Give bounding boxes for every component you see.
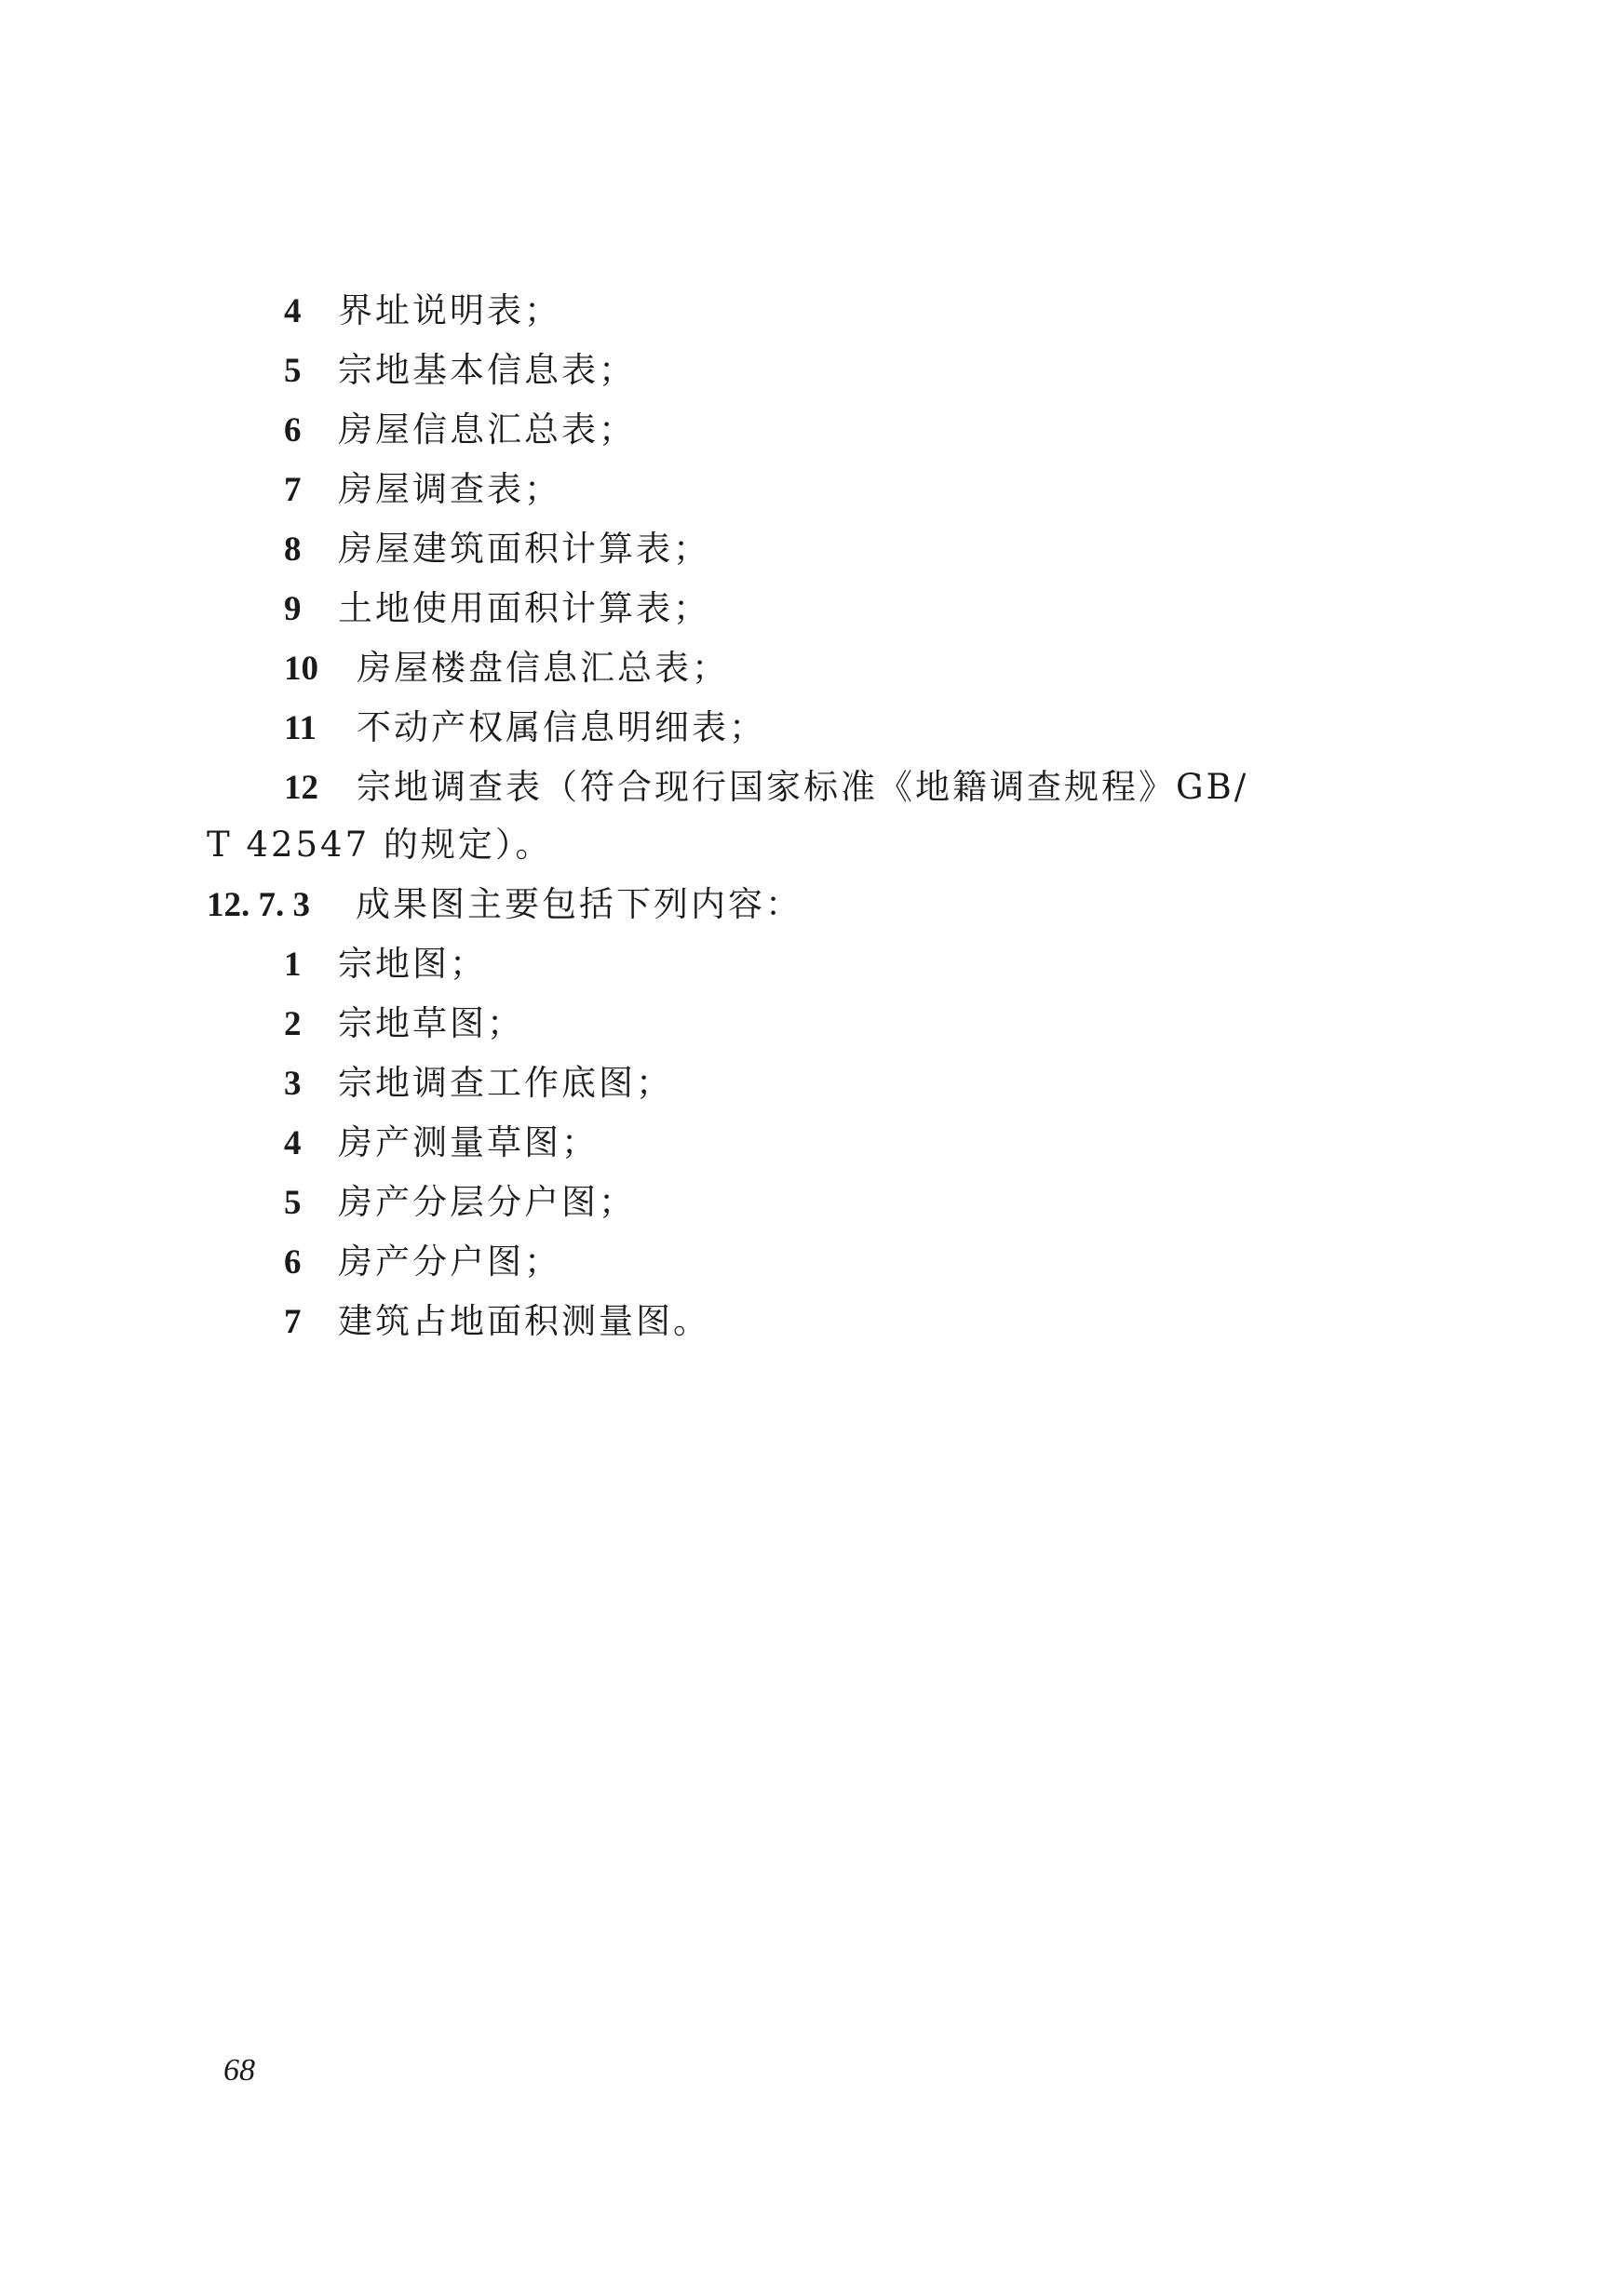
- item-number: 10: [284, 650, 318, 688]
- item-number: 6: [284, 1243, 302, 1282]
- item-text: 宗地调查工作底图；: [338, 1063, 673, 1103]
- item-text: 宗地基本信息表；: [338, 350, 636, 390]
- list-item: [284, 1299, 710, 1345]
- list-item: [284, 1001, 524, 1047]
- list-item: [284, 527, 710, 572]
- item-number: 8: [284, 530, 302, 569]
- item-text: 宗地调查表（符合现行国家标准《地籍调查规程》GB/: [357, 767, 1249, 807]
- item-number: 9: [284, 590, 302, 628]
- item-number: 6: [284, 411, 302, 450]
- item-text: 建筑占地面积测量图。: [338, 1301, 710, 1341]
- item-text: 宗地草图；: [338, 1003, 524, 1043]
- page-number: 68: [223, 2053, 255, 2088]
- item-text: 房屋信息汇总表；: [338, 410, 636, 450]
- clause-heading: [207, 882, 802, 928]
- item-text: 房产测量草图；: [338, 1122, 599, 1162]
- item-text: 房屋建筑面积计算表；: [338, 529, 710, 569]
- item-number: 3: [284, 1065, 302, 1103]
- item-number: 2: [284, 1005, 302, 1043]
- item-number: 4: [284, 292, 302, 330]
- clause-text: 成果图主要包括下列内容：: [356, 884, 802, 924]
- list-item: [284, 289, 561, 334]
- list-item: [284, 705, 766, 751]
- item-number: 12: [284, 769, 318, 807]
- item-number: 4: [284, 1124, 302, 1162]
- item-text: 房产分户图；: [338, 1242, 561, 1282]
- item-continuation-text: T 42547 的规定）。: [207, 825, 553, 865]
- list-item: [284, 586, 710, 632]
- item-number: 5: [284, 1184, 302, 1222]
- list-item: [284, 467, 561, 513]
- item-number: 7: [284, 471, 302, 509]
- clause-number: 12. 7. 3: [207, 886, 310, 924]
- item-text: 土地使用面积计算表；: [338, 588, 710, 628]
- item-number: 1: [284, 946, 302, 984]
- list-item: [284, 1180, 636, 1226]
- list-item: [284, 1240, 561, 1285]
- list-item: [284, 348, 636, 394]
- list-item: [284, 1121, 599, 1166]
- item-number: 5: [284, 352, 302, 390]
- item-text: 宗地图；: [338, 944, 487, 984]
- item-text: 房屋楼盘信息汇总表；: [357, 648, 729, 688]
- item-number: 7: [284, 1303, 302, 1341]
- item-continuation: [207, 823, 552, 867]
- list-item: [284, 942, 487, 987]
- item-text: 房产分层分户图；: [338, 1182, 636, 1222]
- list-item: [284, 1061, 673, 1107]
- item-number: 11: [284, 709, 317, 747]
- item-text: 不动产权属信息明细表；: [357, 707, 766, 747]
- item-text: 界址说明表；: [338, 290, 561, 330]
- list-item: [284, 765, 1248, 811]
- list-item: [284, 646, 729, 691]
- item-text: 房屋调查表；: [338, 469, 561, 509]
- list-item: [284, 408, 636, 453]
